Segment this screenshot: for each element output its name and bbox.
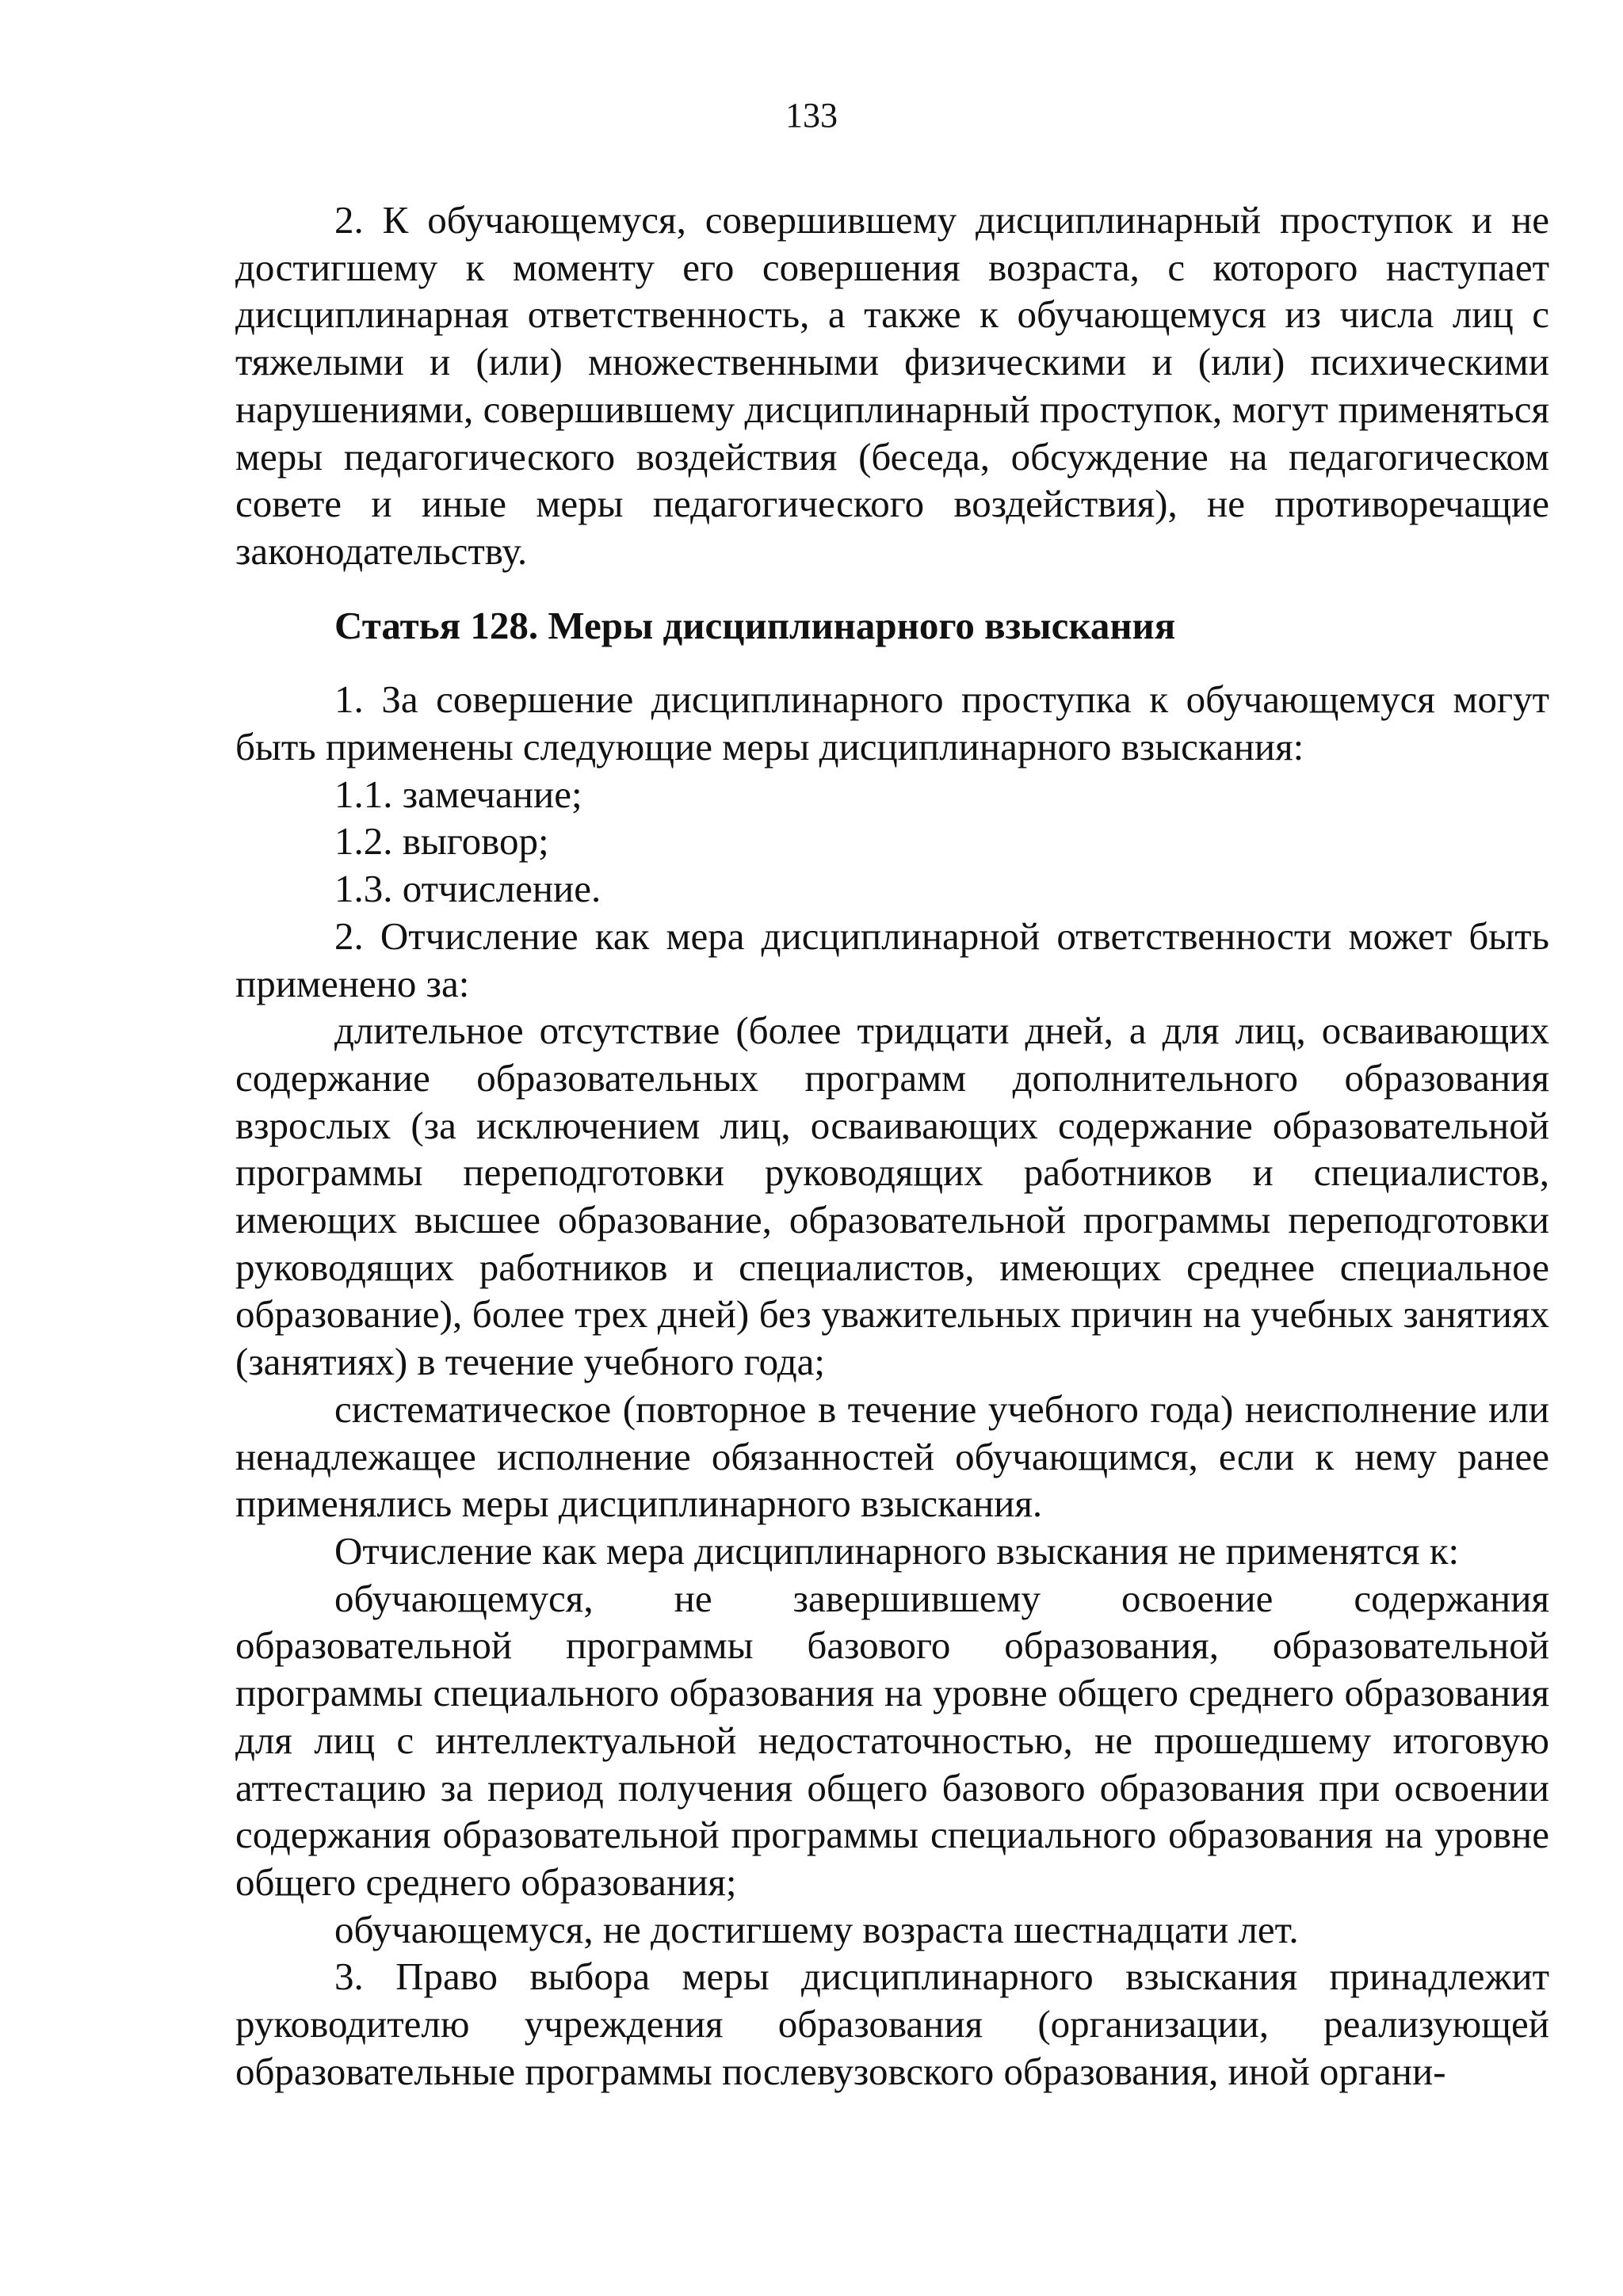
ground-long-absence: длительное отсутствие (более тридцати дней, а для лиц, осваивающих содержание образовательных программ дополнительного образования взрослых (за исключением лиц, осваивающих содержание образовательной программы переподготовки руководящих работников и специалистов, имеющих высшее образование, образовательной программы переподготовки руководящих работников и специалистов, имеющих среднее специальное образование), более трех дней) без уважительных причин на учебных занятиях (занятиях) в течение учебного года;	[235, 1009, 1549, 1384]
expulsion-not-applied-intro: Отчисление как мера дисциплинарного взыскания не применятся к:	[334, 1528, 1460, 1573]
paragraph-3-right-of-choice: 3. Право выбора меры дисциплинарного взыскания принадлежит руководителю учреждения образования (организации, реализующей образовательные программы послевузовского образования, иной органи-	[235, 1955, 1549, 2093]
paragraph-2-expulsion-grounds: 2. Отчисление как мера дисциплинарной ответственности может быть применено за:	[235, 913, 1549, 1005]
document-body	[235, 196, 1549, 2095]
page-number: 133	[785, 96, 838, 135]
exception-under-sixteen: обучающемуся, не достигшему возраста шестнадцати лет.	[334, 1907, 1299, 1951]
list-item-rebuke: 1.2. выговор;	[334, 819, 549, 864]
paragraph-2-measures-of-influence: 2. К обучающемуся, совершившему дисциплинарный проступок и не достигшему к моменту его совершения возраста, с которого наступает дисциплинарная ответственность, а также к обучающемуся из числа лиц с тяжелыми и (или) множественными физическими и (или) психическими нарушениями, совершившему дисциплинарный проступок, могут применяться меры педагогического воздействия (беседа, обсуждение на педагогическом совете и иные меры педагогического воздействия), не противоречащие законодательству.	[235, 198, 1549, 573]
list-item-reprimand: 1.1. замечание;	[334, 772, 582, 816]
paragraph-1-disciplinary-measures: 1. За совершение дисциплинарного проступка к обучающемуся могут быть применены следующие меры дисциплинарного взыскания:	[235, 677, 1549, 769]
exception-unfinished-program: обучающемуся, не завершившему освоение содержания образовательной программы базового образования, образовательной программы специального образования на уровне общего среднего образования для лиц с интеллектуальной недостаточностью, не прошедшему итоговую аттестацию за период получения общего базового образования при освоении содержания образовательной программы специального образования на уровне общего среднего образования;	[235, 1576, 1549, 1904]
list-item-expulsion: 1.3. отчисление.	[334, 867, 601, 911]
article-128-heading: Статья 128. Меры дисциплинарного взыскания	[334, 603, 1176, 647]
ground-systematic-nonperformance: систематическое (повторное в течение учебного года) неисполнение или ненадлежащее исполнение обязанностей обучающимся, если к нему ранее применялись меры дисциплинарного взыскания.	[235, 1386, 1549, 1526]
